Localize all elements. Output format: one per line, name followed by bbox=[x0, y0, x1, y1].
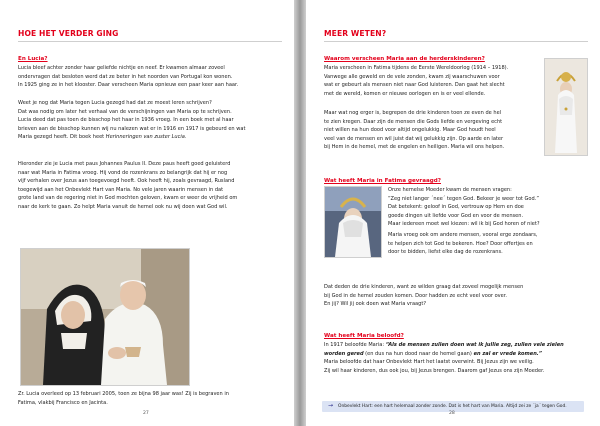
section-heading: En Lucia? bbox=[18, 56, 48, 62]
page-number: 28 bbox=[449, 411, 455, 416]
section-heading-2: Wat heeft Maria in Fatima gevraagd? bbox=[324, 178, 441, 184]
left-page bbox=[0, 0, 294, 426]
arrow-icon: → bbox=[328, 402, 334, 409]
paragraph-1: Lucia bleef achter zonder haar geliefde nichtje en neef. Er kwamen almaar zoveel ondervragen dat besloten werd dat ze beter in het noorden van Portugal kon wonen. In 1925 ging ze in het klooster. Daar verscheen Maria opnieuw een paar keer aan haar. bbox=[18, 65, 239, 89]
section-2-paragraph-2: Maria vroeg ook om andere mensen, vooral erge zondaars, te helpen zich tot God te bekeren. Hoe? Door offertjes en door te bidden, liefst elke dag de rozenkrans. bbox=[388, 232, 538, 256]
page-title: MEER WETEN? bbox=[324, 29, 387, 38]
book-gutter bbox=[294, 0, 306, 426]
photo-illustration bbox=[21, 249, 189, 385]
definition-text: Onbevlekt Hart: een hart helemaal zonder zonde. Dat is het hart van Maria. Altijd zei ze ´ja´ tegen God. bbox=[338, 403, 567, 409]
paragraph-3: Hieronder zie je Lucia met paus Johannes Paulus II. Deze paus heeft goed geluisterd naar wat Maria in Fatima vroeg. Hij vond de rozenkrans zo belangrijk dat hij er nog vijf verhalen over Jezus aan toegevoegd heeft. Ook heeft hij, zoals gevraagd, Rusland toegewijd aan het Onbevlekt Hart van Maria. No vele jaren waarin mensen in dat grote land van de regering niet in God mochten geloven, kwam er weer de vrijheid om naar de kerk te gaan. Zo helpt Maria vanuit de hemel ook nu wij doen wat God wil. bbox=[18, 161, 238, 210]
section-2-paragraph-1: Onze hemelse Moeder kwam de mensen vragen: “Zeg niet langer ´nee´ tegen God. Bekeer je weer tot God.” Dat betekent: geloof in God, vertrouw op Hem en doe goede dingen uit liefde voor God en voor de mensen. Maar iedereen moet wel kiezen: wil ik bij God horen of niet? bbox=[388, 187, 540, 228]
statue-photo-2 bbox=[324, 186, 382, 258]
book-title: Herinneringen van zuster Lucia. bbox=[105, 134, 187, 141]
section-1-paragraph-2: Maar wat nog erger is, begrepen de drie kinderen toen ze even de hel te zien kregen. Daar zijn de mensen die Gods liefde en vergeving echt niet willen na hun dood voor altijd ongelukkig. Maar God houdt heel veel van de mensen en wil juist dat wij gelukkig zijn. Op aarde en later bij Hem in de hemel, met de engelen en heiligen. Maria wil ons helpen. bbox=[324, 110, 505, 151]
section-3-paragraph: In 1917 beloofde Maria: “Als de mensen zullen doen wat ik jullie zeg, zullen vele zielen worden gered (en dus na hun dood naar de hemel gaan) en zal er vrede komen.” Maria beloofde dat haar Onbevlekt Hart het laatst overwint. Bij Jezus zijn we veilig. Zij wil haar kinderen, dus ook jou, bij Jezus brengen. Daarom gaf Jezus ons zijn Moeder. bbox=[324, 342, 564, 374]
photo-lucia-pope bbox=[20, 248, 190, 386]
page-number: 27 bbox=[143, 411, 149, 416]
right-page bbox=[306, 0, 600, 426]
title-divider bbox=[324, 41, 588, 42]
statue-photo-1 bbox=[544, 58, 588, 156]
photo-caption: Zr. Lucia overleed op 13 februari 2005, toen ze bijna 98 jaar was! Zij is begraven in Fatima, vlakbij Francisco en Jacinta. bbox=[18, 391, 229, 406]
page-title: HOE HET VERDER GING bbox=[18, 29, 119, 38]
section-heading-1: Waarom verscheen Maria aan de herderskinderen? bbox=[324, 56, 485, 62]
section-1-paragraph-1: Maria verscheen in Fatima tijdens de Eerste Wereldoorlog (1914 – 1918). Vanwege alle geweld en de vele zonden, kwam zij waarschuwen voor wat er gebeurt als mensen niet naar God luisteren. Dan gaat het slecht met de wereld, komen er nieuwe oorlogen en is er veel ellende. bbox=[324, 65, 509, 97]
section-2-paragraph-3: Dat deden de drie kinderen, want ze wilden graag dat zoveel mogelijk mensen bij God in de hemel zouden komen. Door hadden ze echt veel voor over. En jij? Wil jij ook doen wat Maria vraagt? bbox=[324, 284, 524, 308]
paragraph-2: Weet je nog dat Maria tegen Lucia gezegd had dat ze moest leren schrijven? Dat was nodig om later het verhaal van de verschijningen van Maria op te schrijven. Lucia deed dat pas toen de bisschop het haar in 1936 vroeg. In een boek met al haar brieven aan de bisschop kunnen wij nu nalezen wat er in 1916 en 1917 is gebeurd en wat Maria gezegd heeft. Dit boek heet Herinneringen van zuster Lucia. bbox=[18, 100, 246, 141]
section-heading-3: Wat heeft Maria beloofd? bbox=[324, 333, 404, 339]
title-divider bbox=[18, 41, 282, 42]
